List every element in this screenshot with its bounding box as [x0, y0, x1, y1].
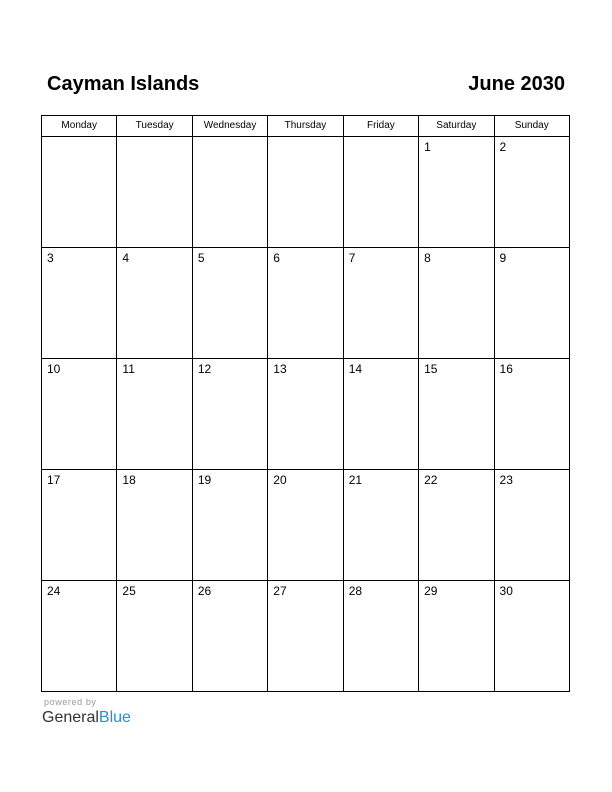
- day-number: 9: [499, 251, 507, 265]
- day-cell: [494, 137, 569, 248]
- day-cell: [343, 470, 418, 581]
- day-cell: [343, 248, 418, 359]
- day-cell: [42, 581, 117, 692]
- day-number: 2: [499, 140, 507, 154]
- day-cell: [117, 581, 192, 692]
- day-number: 6: [273, 251, 280, 265]
- week-row: [42, 470, 570, 581]
- week-row: [42, 248, 570, 359]
- day-number: 12: [197, 362, 212, 376]
- day-number: [117, 137, 191, 140]
- day-cell: [343, 137, 418, 248]
- day-cell: [192, 137, 267, 248]
- day-cell: [419, 137, 494, 248]
- week-row: [42, 581, 570, 692]
- generalblue-logo[interactable]: [42, 708, 131, 728]
- day-number: 8: [424, 251, 431, 265]
- powered-by-label: powered by: [44, 697, 97, 707]
- day-number: 19: [197, 473, 212, 487]
- day-cell: [42, 137, 117, 248]
- day-number: 18: [122, 473, 136, 487]
- day-number: 5: [197, 251, 205, 265]
- day-number: [268, 137, 342, 140]
- day-cell: [117, 137, 192, 248]
- logo-text-blue: Blue: [98, 709, 131, 726]
- day-number: [193, 137, 267, 140]
- day-cell: [343, 581, 418, 692]
- day-number: 4: [122, 251, 130, 265]
- day-cell: [419, 359, 494, 470]
- logo-text-general: General: [42, 709, 99, 726]
- weekday-header-wednesday: Wednesday: [192, 116, 267, 137]
- weekday-header-saturday: Saturday: [419, 116, 494, 137]
- day-number: 29: [424, 584, 438, 598]
- day-cell: [268, 581, 343, 692]
- day-number: 23: [499, 473, 513, 487]
- day-number: 3: [47, 251, 54, 265]
- day-number: 16: [499, 362, 513, 376]
- day-number: 1: [424, 140, 431, 154]
- weekday-header-sunday: Sunday: [494, 116, 569, 137]
- day-cell: [343, 359, 418, 470]
- day-cell: [419, 470, 494, 581]
- month-year-title: June 2030: [468, 73, 565, 95]
- day-number: 25: [122, 584, 136, 598]
- weekday-header-tuesday: Tuesday: [117, 116, 192, 137]
- day-cell: [117, 359, 192, 470]
- day-cell: [419, 248, 494, 359]
- day-number: 30: [499, 584, 513, 598]
- day-cell: [42, 470, 117, 581]
- day-cell: [192, 470, 267, 581]
- day-number: 17: [47, 473, 61, 487]
- day-number: [42, 137, 116, 140]
- day-cell: [419, 581, 494, 692]
- day-number: 24: [47, 584, 61, 598]
- day-cell: [192, 359, 267, 470]
- day-cell: [494, 359, 569, 470]
- day-cell: [117, 248, 192, 359]
- day-cell: [268, 470, 343, 581]
- weekday-header-monday: Monday: [42, 116, 117, 137]
- day-number: 26: [197, 584, 212, 598]
- day-cell: [268, 137, 343, 248]
- week-row: [42, 359, 570, 470]
- day-cell: [494, 248, 569, 359]
- country-title: Cayman Islands: [47, 73, 200, 95]
- day-number: 14: [348, 362, 363, 376]
- day-number: 28: [348, 584, 363, 598]
- day-cell: [117, 470, 192, 581]
- day-number: 21: [348, 473, 363, 487]
- weekday-header-row: [42, 116, 570, 137]
- day-cell: [268, 248, 343, 359]
- day-cell: [42, 359, 117, 470]
- weekday-header-thursday: Thursday: [268, 116, 343, 137]
- day-cell: [42, 248, 117, 359]
- day-cell: [494, 581, 569, 692]
- day-cell: [268, 359, 343, 470]
- week-row: [42, 137, 570, 248]
- day-number: 10: [47, 362, 61, 376]
- day-number: [344, 137, 418, 140]
- day-number: 11: [122, 362, 135, 376]
- day-number: 22: [424, 473, 438, 487]
- day-number: 15: [424, 362, 438, 376]
- day-cell: [192, 581, 267, 692]
- calendar-grid: [41, 115, 570, 692]
- weekday-header-friday: Friday: [343, 116, 418, 137]
- day-cell: [192, 248, 267, 359]
- day-number: 7: [348, 251, 356, 265]
- day-cell: [494, 470, 569, 581]
- day-number: 13: [273, 362, 287, 376]
- day-number: 20: [273, 473, 287, 487]
- day-number: 27: [273, 584, 287, 598]
